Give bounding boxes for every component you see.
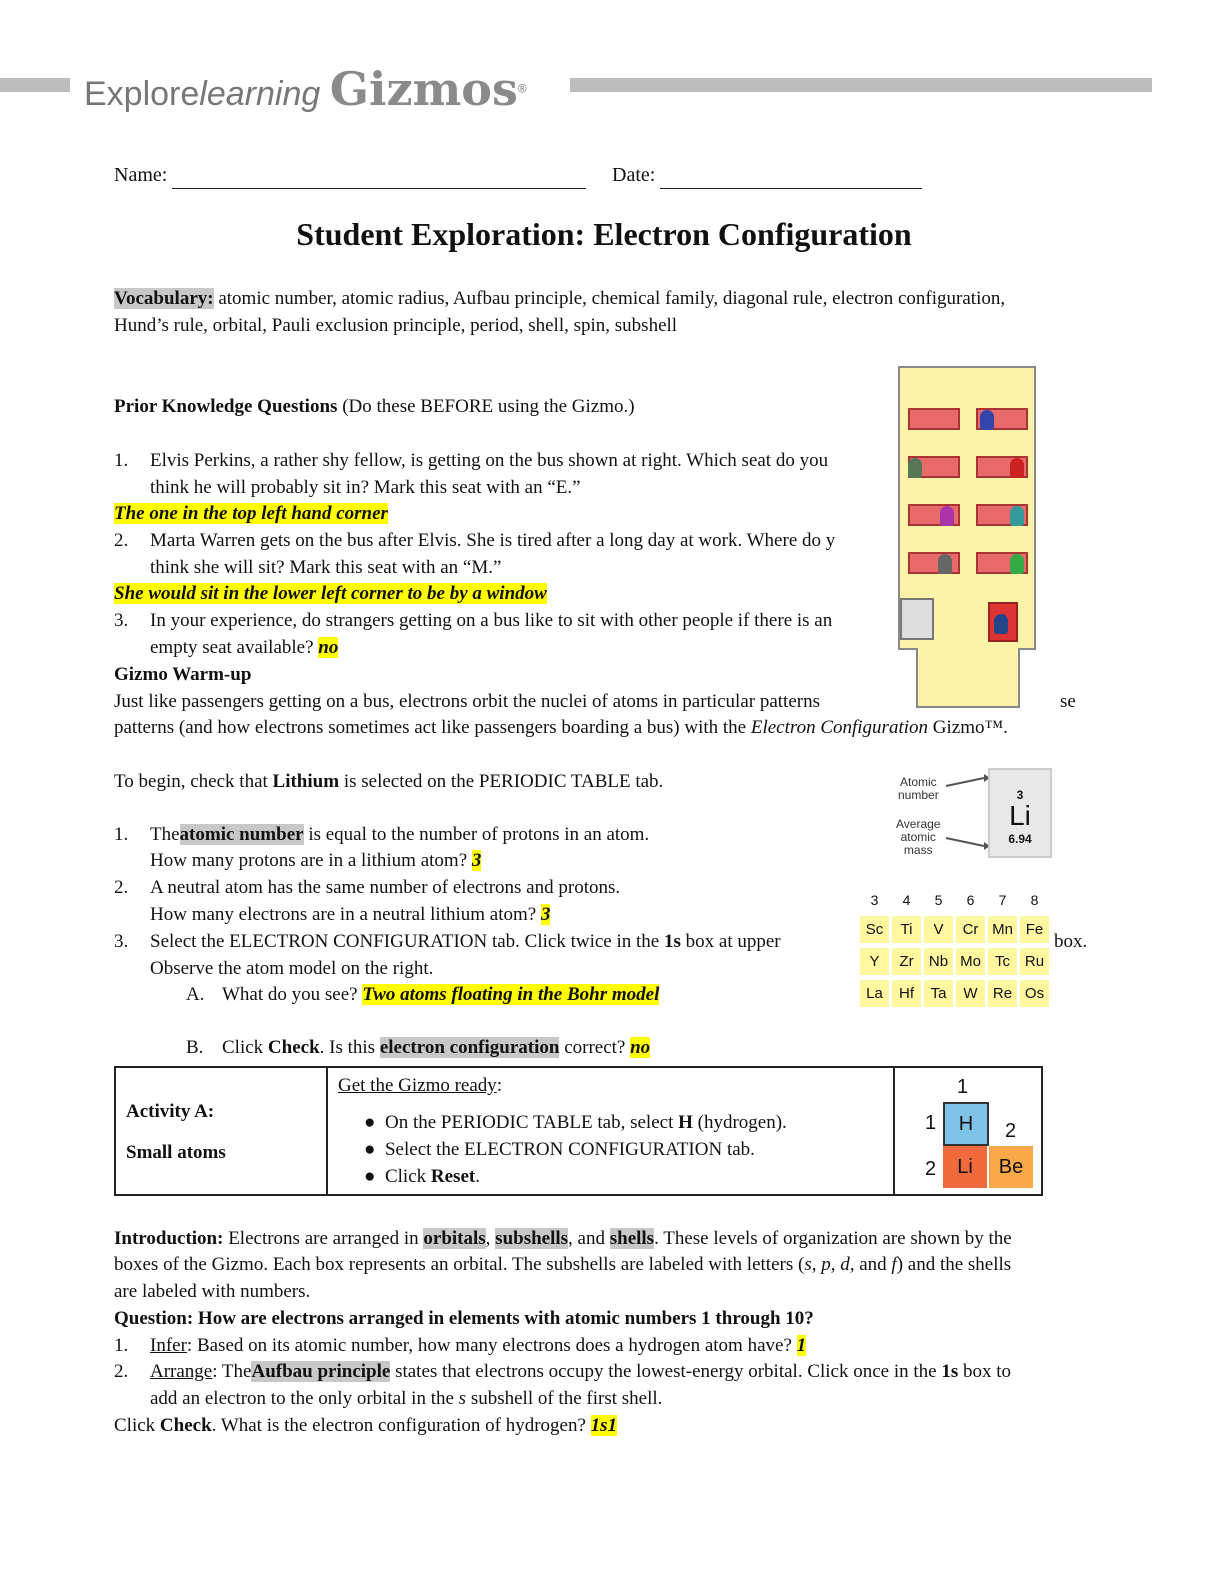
brand-gizmos: Gizmos	[329, 62, 518, 116]
atomic-number-label	[898, 776, 939, 802]
atomic-label-1: Atomic	[900, 775, 937, 789]
b3-c: .	[475, 1166, 480, 1187]
ready-heading	[338, 1072, 893, 1099]
w3B-line	[222, 1034, 650, 1061]
ready-bullet-3: ● Click Reset.	[364, 1166, 480, 1187]
mini-table-cell[interactable]: Sc	[860, 916, 889, 943]
q2-num: 2.	[114, 530, 129, 551]
intro-c1: ,	[811, 1254, 817, 1275]
w3A-question: What do you see?	[222, 984, 358, 1005]
w1-line-1	[150, 821, 649, 848]
prior-heading-note: (Do these BEFORE using the Gizmo.)	[342, 396, 635, 417]
intro-f: f	[891, 1254, 897, 1275]
mini-table-cell[interactable]: Os	[1020, 980, 1049, 1007]
pt-group-1: 1	[957, 1076, 969, 1098]
w2-line-1: A neutral atom has the same number of electrons and protons.	[150, 877, 621, 898]
date-line[interactable]	[660, 168, 922, 189]
w2-l2: How many electrons are in a neutral lithium atom?	[150, 904, 537, 925]
bus-seat	[908, 408, 960, 430]
begin-line	[114, 768, 663, 795]
w3B-b: Check	[267, 1037, 320, 1058]
qq1-text: : Based on its atomic number, how many electrons does a hydrogen atom have?	[186, 1335, 792, 1356]
pt-cell-li[interactable]: Li	[943, 1146, 987, 1188]
w3A-answer[interactable]: Two atoms floating in the Bohr model	[362, 984, 660, 1005]
q2-answer[interactable]	[114, 580, 547, 607]
mini-table-group-label: 5	[934, 892, 943, 908]
name-label: Name:	[114, 164, 168, 186]
qq1-label: Infer	[150, 1335, 187, 1356]
activity-subtitle: Small atoms	[126, 1142, 226, 1163]
ready-text: Get the Gizmo ready	[338, 1075, 497, 1096]
activity-title: Activity A:	[126, 1101, 215, 1122]
qq2-term: Aufbau principle	[251, 1361, 391, 1382]
mini-table-cell[interactable]: Cr	[956, 916, 985, 943]
bus-diagram	[896, 366, 1036, 710]
intro-s: s	[804, 1254, 812, 1275]
intro-c2: ,	[830, 1254, 836, 1275]
b1-c: (hydrogen).	[697, 1112, 787, 1133]
intro-b: ,	[485, 1228, 491, 1249]
element-mass: 6.94	[1008, 832, 1032, 846]
b1-b: H	[678, 1112, 693, 1133]
mini-table-cell[interactable]: Ru	[1020, 948, 1049, 975]
intro-l2: boxes of the Gizmo. Each box represents an orbital. The subshells are labeled with letters (	[114, 1254, 805, 1275]
mini-table-cell[interactable]: V	[924, 916, 953, 943]
qq1-line	[150, 1332, 806, 1359]
vocab-label: Vocabulary:	[114, 288, 214, 309]
header-bar-right	[570, 78, 1152, 92]
warmup-p1-line-2b: Gizmo™.	[932, 717, 1008, 738]
mini-table-cell[interactable]: Fe	[1020, 916, 1049, 943]
warmup-p1-line-2a: patterns (and how electrons sometimes act like passengers boarding a bus) with the	[114, 717, 747, 738]
intro-term-subshells: subshells	[495, 1228, 569, 1249]
intro-line-3: are labeled with numbers.	[114, 1281, 311, 1302]
b3-a: Click	[384, 1166, 427, 1187]
w3B-a: Click	[222, 1037, 264, 1058]
driver-icon	[994, 614, 1008, 634]
passenger-icon	[1010, 554, 1024, 574]
mini-table-cell[interactable]: Mo	[956, 948, 985, 975]
b2: Select the ELECTRON CONFIGURATION tab.	[384, 1139, 755, 1160]
qq1-num: 1.	[114, 1335, 129, 1356]
begin-c: is selected on the PERIODIC TABLE tab.	[343, 771, 664, 792]
w1-l2: How many protons are in a lithium atom?	[150, 850, 468, 871]
mass-label-2: atomic	[900, 830, 936, 844]
q2-answer-text: She would sit in the lower left corner to be by a window	[114, 583, 547, 604]
mini-table-cell[interactable]: Zr	[892, 948, 921, 975]
intro-d-letter: d	[840, 1254, 850, 1275]
mini-table-cell[interactable]: Y	[860, 948, 889, 975]
mini-table-cell[interactable]: Ta	[924, 980, 953, 1007]
date-field[interactable]	[612, 162, 922, 189]
w3-a: Select the ELECTRON CONFIGURATION tab. Click twice in the	[150, 931, 660, 952]
header-bar-left	[0, 78, 70, 92]
average-mass-label	[896, 818, 940, 857]
mini-table-cell[interactable]: Tc	[988, 948, 1017, 975]
vocab-line-2: Hund’s rule, orbital, Pauli exclusion principle, period, shell, spin, subshell	[114, 315, 678, 336]
mini-table-group-label: 8	[1030, 892, 1039, 908]
mini-table-group-label: 7	[998, 892, 1007, 908]
intro-end: ) and the shells	[896, 1254, 1012, 1275]
qq2-l2s: s	[458, 1388, 467, 1409]
vocab-terms-1: atomic number, atomic radius, Aufbau principle, chemical family, diagonal rule, electron configuration,	[218, 288, 1006, 309]
b3-b: Reset	[430, 1166, 476, 1187]
q3-line-2	[150, 634, 338, 661]
begin-a: To begin, check that	[114, 771, 268, 792]
passenger-icon	[940, 506, 954, 526]
intro-term-orbitals: orbitals	[423, 1228, 486, 1249]
w2-answer[interactable]: 3	[540, 904, 551, 925]
mini-table-cell[interactable]: Hf	[892, 980, 921, 1007]
qq1-answer[interactable]: 1	[796, 1335, 807, 1356]
mini-periodic-table	[858, 892, 1054, 1012]
intro-term-shells: shells	[609, 1228, 655, 1249]
name-field[interactable]	[114, 162, 586, 189]
check-a: Click	[114, 1415, 156, 1436]
q1-num: 1.	[114, 450, 129, 471]
intro-a: Electrons are arranged in	[228, 1228, 419, 1249]
check-c: . What is the electron configuration of hydrogen?	[211, 1415, 586, 1436]
warmup-p1-line-1-end: se	[1060, 691, 1076, 712]
qq2-num: 2.	[114, 1361, 129, 1382]
w3-line-1	[150, 928, 781, 955]
w3B-term: electron configuration	[379, 1037, 560, 1058]
atomic-label-2: number	[898, 788, 939, 802]
brand-explore: Explore	[84, 75, 200, 113]
brand-learning: learning	[199, 75, 321, 113]
qq2-a: : The	[212, 1361, 252, 1382]
mini-table-group-label: 4	[902, 892, 911, 908]
mini-table-cell[interactable]: La	[860, 980, 889, 1007]
w3B-c: . Is this	[319, 1037, 376, 1058]
intro-and: , and	[849, 1254, 887, 1275]
w3B-d: correct?	[564, 1037, 626, 1058]
mini-table-cell[interactable]: Mn	[988, 916, 1017, 943]
intro-p: p	[821, 1254, 831, 1275]
intro-label: Introduction:	[114, 1228, 224, 1249]
ready-bullet-1: ● On the PERIODIC TABLE tab, select H (hydrogen).	[364, 1112, 787, 1133]
w1-line-2	[150, 847, 481, 874]
activity-instructions-cell	[327, 1067, 894, 1195]
begin-b: Lithium	[272, 771, 340, 792]
mini-table-group-label: 3	[870, 892, 879, 908]
qq2-label: Arrange	[150, 1361, 213, 1382]
qq2-c: 1s	[941, 1361, 959, 1382]
mini-table-cell[interactable]: W	[956, 980, 985, 1007]
w3-b: 1s	[663, 931, 681, 952]
check-b: Check	[159, 1415, 212, 1436]
page-title: Student Exploration: Electron Configuration	[296, 216, 912, 252]
mass-label-1: Average	[896, 817, 941, 831]
q3-line-1: In your experience, do strangers getting on a bus like to sit with other people if there is an	[150, 610, 833, 631]
pointer-arrows	[944, 774, 990, 854]
activity-title-cell	[115, 1067, 327, 1195]
warmup-heading	[114, 661, 251, 688]
pt-cell-h[interactable]: H	[943, 1102, 989, 1146]
w2-num: 2.	[114, 877, 129, 898]
element-card-li[interactable]	[988, 768, 1052, 858]
date-label: Date:	[612, 164, 656, 186]
bus-seat	[908, 552, 960, 574]
w3-c: box at upper	[685, 931, 781, 952]
w3B-answer[interactable]: no	[630, 1037, 651, 1058]
w1-term: atomic number	[179, 824, 304, 845]
b1-a: On the PERIODIC TABLE tab, select	[384, 1112, 674, 1133]
pt-period-2: 2	[925, 1158, 937, 1180]
element-number: 3	[1016, 788, 1024, 802]
bus-step	[916, 648, 1020, 708]
w1-num: 1.	[114, 824, 129, 845]
w3-num: 3.	[114, 931, 129, 952]
passenger-icon	[1010, 506, 1024, 526]
bus-door	[900, 598, 934, 640]
qq2-d: box to	[963, 1361, 1012, 1382]
w3A-line	[222, 981, 659, 1008]
check-line	[114, 1412, 617, 1439]
q1-answer-text: The one in the top left hand corner	[114, 503, 388, 524]
activity-periodic-cell	[894, 1067, 1042, 1195]
element-symbol: Li	[1009, 800, 1031, 831]
prior-heading	[114, 393, 635, 420]
passenger-icon	[1010, 458, 1024, 478]
pt-cell-be[interactable]: Be	[989, 1146, 1033, 1188]
brand-reg: ®	[517, 81, 527, 96]
vocab-line-1	[114, 285, 1005, 312]
q3-line-2-text: empty seat available?	[150, 637, 314, 658]
mass-label-3: mass	[903, 843, 933, 857]
mini-table-cell[interactable]: Nb	[924, 948, 953, 975]
q3-num: 3.	[114, 610, 129, 631]
q2-line-2: think she will sit? Mark this seat with an “M.”	[150, 557, 502, 578]
qq2-line-2	[150, 1385, 662, 1412]
w3-line-2: Observe the atom model on the right.	[150, 958, 434, 979]
intro-c: , and	[568, 1228, 605, 1249]
w3A-label: A.	[186, 984, 205, 1005]
question-text: Question: How are electrons arranged in elements with atomic numbers 1 through 10?	[114, 1308, 814, 1329]
qq2-l2b: subshell of the first shell.	[470, 1388, 663, 1409]
w1-b: is equal to the number of protons in an atom.	[308, 824, 650, 845]
element-card-diagram	[890, 766, 1054, 860]
w3B-label: B.	[186, 1037, 204, 1058]
w1-answer[interactable]: 3	[471, 850, 482, 871]
mini-table-cell[interactable]: Re	[988, 980, 1017, 1007]
passenger-icon	[938, 554, 952, 574]
warmup-heading-text: Gizmo Warm-up	[114, 664, 252, 685]
name-line[interactable]	[172, 168, 586, 189]
qq2-l2a: add an electron to the only orbital in the	[150, 1388, 454, 1409]
intro-line-2	[114, 1251, 1011, 1278]
pt-group-2: 2	[1005, 1120, 1017, 1142]
passenger-icon	[908, 458, 922, 478]
mini-table-group-label: 6	[966, 892, 975, 908]
w2-line-2	[150, 901, 550, 928]
ready-colon: :	[496, 1075, 503, 1096]
w1-a: The	[150, 824, 180, 845]
q3-answer[interactable]: no	[318, 637, 339, 658]
brand-logo	[84, 62, 527, 116]
intro-d: . These levels of organization are shown by the	[654, 1228, 1012, 1249]
question-heading	[114, 1305, 814, 1332]
q2-line-1: Marta Warren gets on the bus after Elvis. She is tired after a long day at work. Where do y	[150, 530, 836, 551]
w3-line-1-end: box.	[1054, 931, 1088, 952]
qq2-b: states that electrons occupy the lowest-energy orbital. Click once in the	[395, 1361, 937, 1382]
intro-line-1	[114, 1225, 1012, 1252]
ready-bullet-2: ● Select the ELECTRON CONFIGURATION tab.	[364, 1139, 755, 1160]
prior-heading-title: Prior Knowledge Questions	[114, 396, 338, 417]
pt-period-1: 1	[925, 1112, 937, 1134]
warmup-p1-line-2	[114, 714, 1008, 741]
q1-answer[interactable]	[114, 500, 388, 527]
qq2-line-1	[150, 1358, 1011, 1385]
warmup-p1-line-1: Just like passengers getting on a bus, electrons orbit the nuclei of atoms in particular patterns	[114, 691, 820, 712]
gizmo-name: Electron Configuration	[750, 717, 929, 738]
check-answer[interactable]: 1s1	[590, 1415, 618, 1436]
passenger-icon	[980, 410, 994, 430]
activity-table	[114, 1066, 1043, 1196]
mini-table-cell[interactable]: Ti	[892, 916, 921, 943]
q1-line-2: think he will probably sit in? Mark this seat with an “E.”	[150, 477, 581, 498]
q1-line-1: Elvis Perkins, a rather shy fellow, is getting on the bus shown at right. Which seat do you	[150, 450, 829, 471]
